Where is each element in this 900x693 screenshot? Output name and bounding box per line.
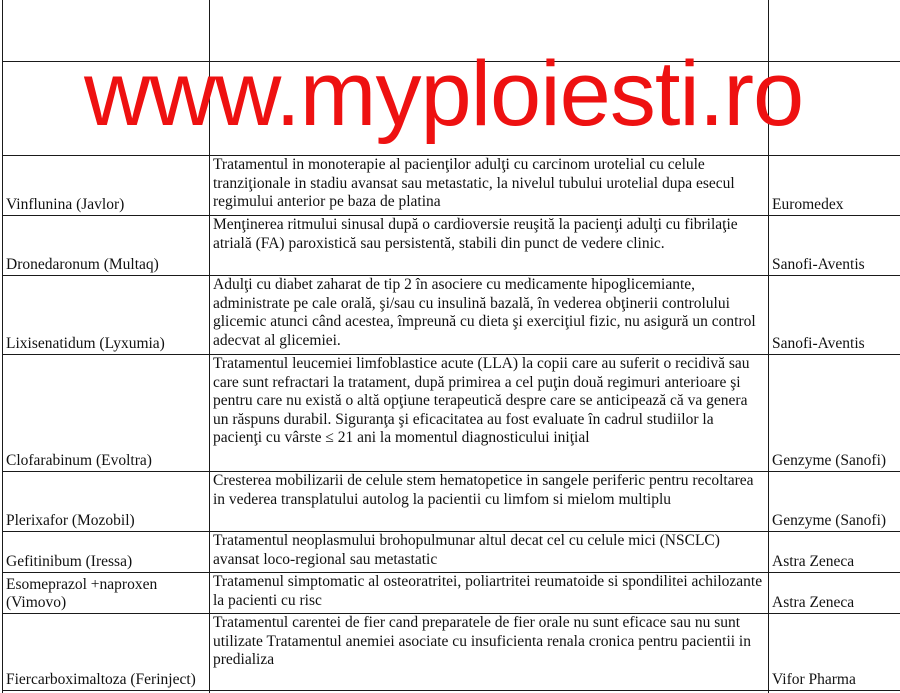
table-row	[3, 614, 900, 691]
medicine-company: Vifor Pharma	[769, 614, 900, 691]
watermark-text: www.myploiesti.ro	[84, 43, 804, 145]
medicine-name: Fiercarboximaltoza (Ferinject)	[3, 614, 210, 691]
table-row-faded-top	[3, 0, 900, 62]
table-row	[3, 573, 900, 614]
medicine-company: Sanofi-Aventis	[769, 216, 900, 276]
medicine-indication: Tratamenul simptomatic al osteoratritei, poliartritei reumatoide si spondilitei achilozante la pacienti cu risc	[210, 573, 769, 614]
table-row	[3, 355, 900, 472]
medicine-name: Dronedaronum (Multaq)	[3, 216, 210, 276]
medicines-table	[2, 0, 900, 693]
medicine-name: Vinflunina (Javlor)	[3, 156, 210, 216]
medicine-indication: Tratamentul carentei de fier cand preparatele de fier orale nu sunt eficace sau nu sunt utilizate Tratamentul anemiei asociate cu insuficienta renala cronica pentru pacientii in predializa	[210, 614, 769, 691]
table-row	[3, 156, 900, 216]
medicine-indication: Menţinerea ritmului sinusal după o cardioversie reuşită la pacienţi adulţi cu fibrilaţie atrială (FA) paroxistică sau persistentă, stabili din punct de vedere clinic.	[210, 216, 769, 276]
medicine-indication: Tratamentul leucemiei limfoblastice acute (LLA) la copii care au suferit o recidivă sau care sunt refractari la tratament, după primirea a cel puţin două regimuri anterioare şi pentru care nu există o altă opţiune terapeutică despre care se anticipează că va genera un răspuns durabil. Siguranţa şi eficacitatea au fost evaluate în cadrul studiilor la pacienţi cu vârste ≤ 21 ani la momentul diagnosticului iniţial	[210, 355, 769, 472]
medicine-name: Esomeprazol +naproxen (Vimovo)	[3, 573, 210, 614]
medicine-indication: Tratamentul neoplasmului brohopulmunar altul decat cel cu celule mici (NSCLC) avansat loco-regional sau metastatic	[210, 532, 769, 573]
medicine-name: Clofarabinum (Evoltra)	[3, 355, 210, 472]
medicine-name: Lixisenatidum (Lyxumia)	[3, 276, 210, 355]
table-row	[3, 276, 900, 355]
medicine-company: Astra Zeneca	[769, 573, 900, 614]
medicine-company: Genzyme (Sanofi)	[769, 472, 900, 532]
medicine-name: Gefitinibum (Iressa)	[3, 532, 210, 573]
medicine-indication: Cresterea mobilizarii de celule stem hematopetice in sangele periferic pentru recoltarea in vederea transplatului autolog la pacientii cu limfom si mielom multiplu	[210, 472, 769, 532]
medicine-company: Genzyme (Sanofi)	[769, 355, 900, 472]
medicine-indication: Adulţi cu diabet zaharat de tip 2 în asociere cu medicamente hipoglicemiante, administrate pe cale orală, şi/sau cu insulină bazală, în vederea obţinerii controlului glicemic atunci când acestea, împreună cu dieta şi exerciţiul fizic, nu asigură un control adecvat al glicemiei.	[210, 276, 769, 355]
table-row	[3, 472, 900, 532]
medicine-company: Sanofi-Aventis	[769, 276, 900, 355]
medicine-name: Plerixafor (Mozobil)	[3, 472, 210, 532]
medicine-indication: Tratamentul in monoterapie al pacienţilor adulţi cu carcinom urotelial cu celule tranziţionale in stadiu avansat sau metastatic, la nivelul tubului urotelial dupa esecul regimului anterior pe baza de platina	[210, 156, 769, 216]
medicine-company: Euromedex	[769, 156, 900, 216]
table-row	[3, 216, 900, 276]
table-row	[3, 532, 900, 573]
table-row-faded	[3, 62, 900, 156]
medicine-company: Astra Zeneca	[769, 532, 900, 573]
